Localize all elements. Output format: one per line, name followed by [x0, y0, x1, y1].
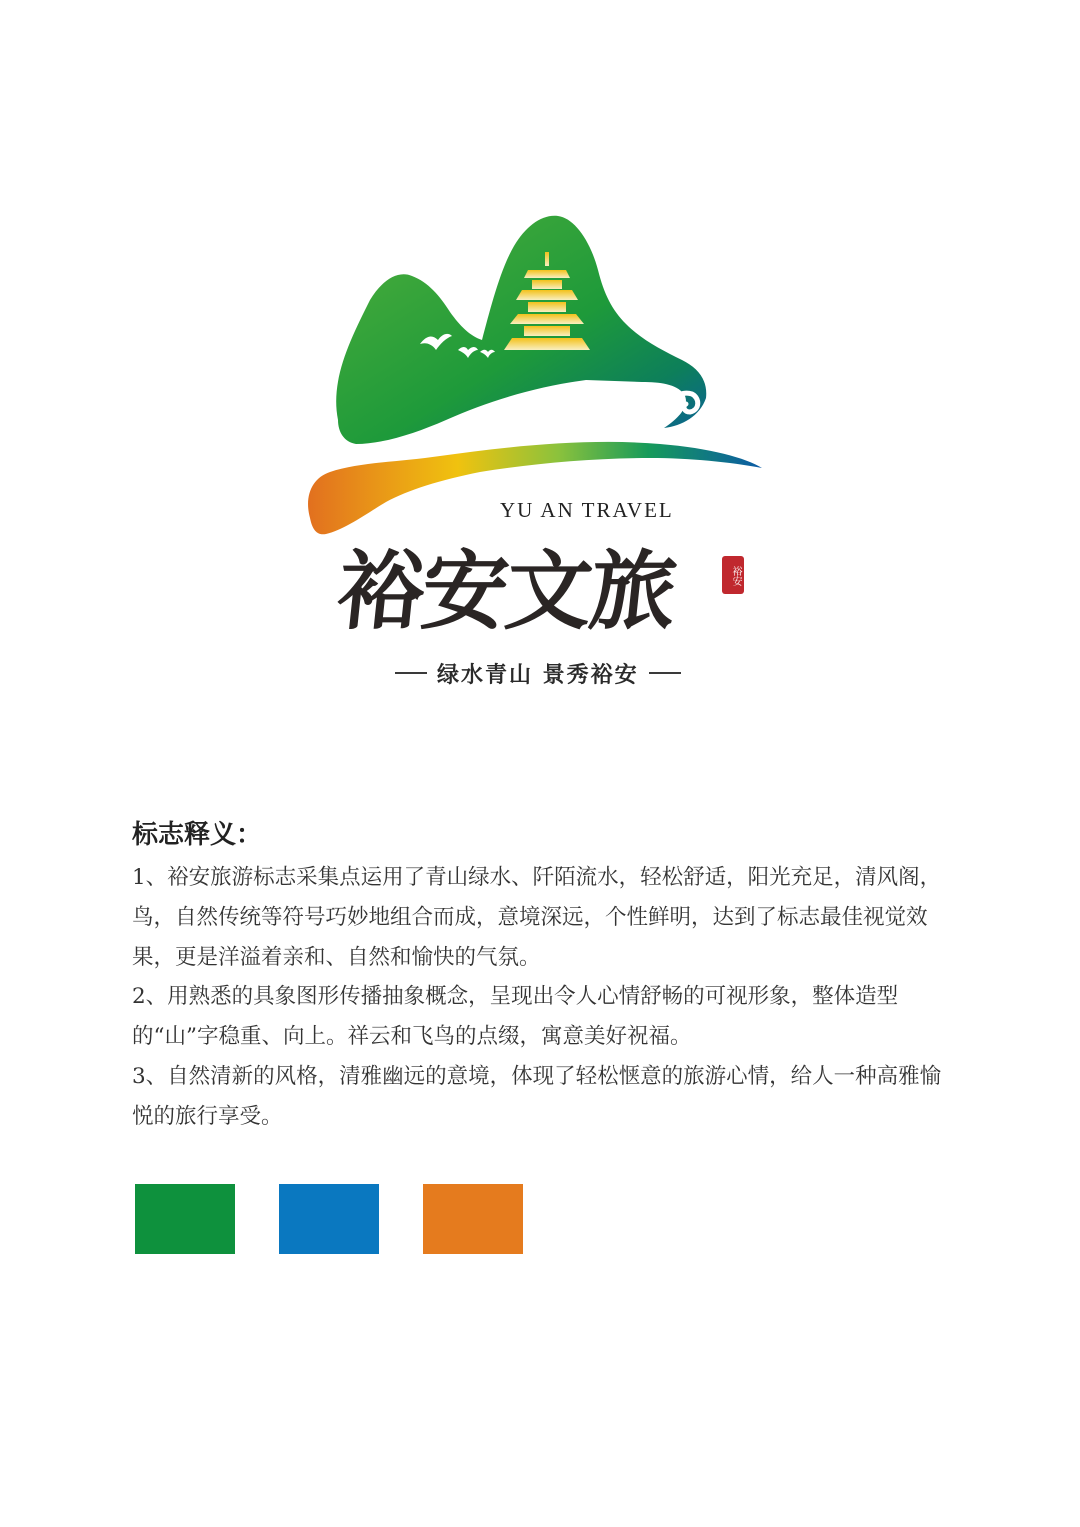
description [132, 858, 952, 1137]
slogan-row [395, 655, 705, 691]
brand-english-name: YU AN TRAVEL [500, 498, 674, 522]
mountain-logo-icon [290, 200, 790, 540]
swatch-orange [423, 1184, 523, 1254]
seal-stamp: 裕安 [722, 556, 744, 594]
paragraph-3: 3、自然清新的风格，清雅幽远的意境，体现了轻松惬意的旅游心情，给人一种高雅愉悦的旅行享受。 [132, 1063, 942, 1129]
paragraph-1: 1、裕安旅游标志采集点运用了青山绿水、阡陌流水，轻松舒适，阳光充足，清风阁，鸟，自然传统等符号巧妙地组合而成，意境深远，个性鲜明，达到了标志最佳视觉效果，更是洋溢着亲和、自然和愉快的气氛。 [132, 865, 942, 970]
swatch-blue [279, 1184, 379, 1254]
brand-chinese-name: 裕安文旅 [332, 541, 680, 642]
slogan-text: 绿水青山 景秀裕安 [437, 662, 639, 688]
logo-area [0, 0, 1080, 720]
swatch-green [135, 1184, 235, 1254]
section-title: 标志释义： [132, 820, 263, 850]
color-swatches [135, 1184, 523, 1254]
slogan-dash-left [395, 672, 427, 674]
paragraph-2: 2、用熟悉的具象图形传播抽象概念，呈现出令人心情舒畅的可视形象，整体造型的“山”字稳重、向上。祥云和飞鸟的点缀，寓意美好祝福。 [132, 984, 899, 1050]
slogan-dash-right [649, 672, 681, 674]
